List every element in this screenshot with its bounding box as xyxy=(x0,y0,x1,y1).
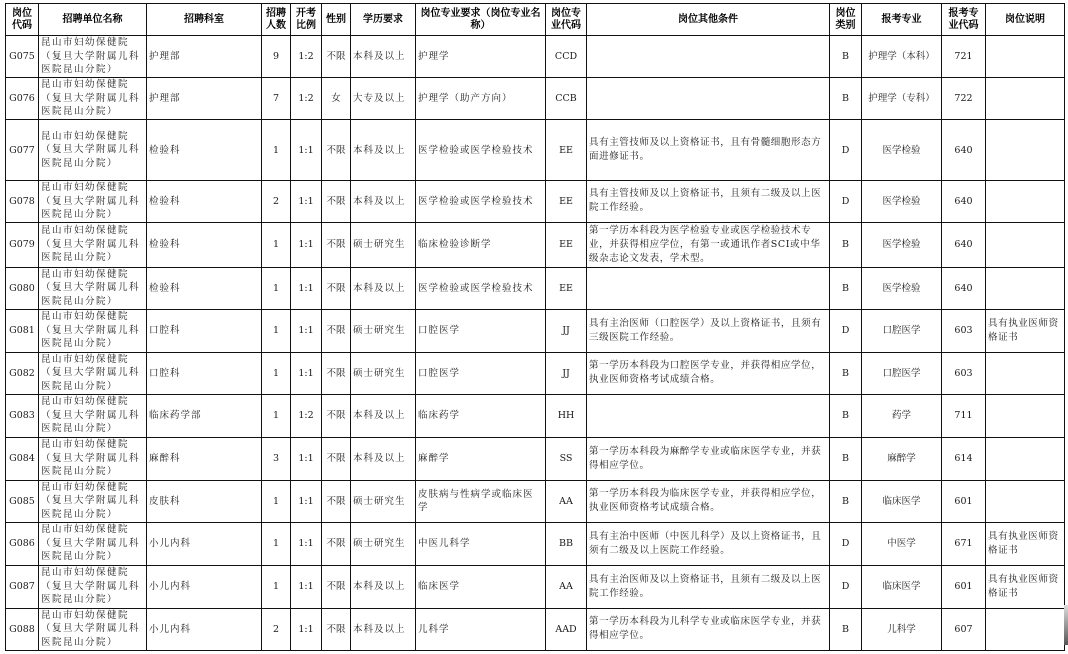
cell-major-code: EE xyxy=(546,267,587,309)
cell-gender: 不限 xyxy=(322,480,351,522)
cell-headcount: 1 xyxy=(262,480,291,522)
cell-exam-major-code: 601 xyxy=(942,480,986,522)
header-department: 招聘科室 xyxy=(147,4,262,36)
cell-post-code: G083 xyxy=(6,394,39,437)
table-row xyxy=(6,78,1065,120)
cell-department: 皮肤科 xyxy=(147,480,262,522)
cell-exam-ratio: 1:1 xyxy=(291,522,322,565)
cell-post-category: B xyxy=(830,608,862,650)
header-exam-major: 报考专业 xyxy=(862,4,942,36)
cell-department: 检验科 xyxy=(147,181,262,223)
cell-post-note xyxy=(986,36,1065,78)
cell-education: 本科及以上 xyxy=(351,120,416,181)
table-row xyxy=(6,480,1065,522)
header-post-note: 岗位说明 xyxy=(986,4,1065,36)
cell-post-code: G081 xyxy=(6,309,39,352)
cell-exam-major: 护理学（本科） xyxy=(862,36,942,78)
cell-post-code: G082 xyxy=(6,352,39,394)
cell-post-category: B xyxy=(830,222,862,267)
cell-exam-ratio: 1:1 xyxy=(291,181,322,223)
table-row xyxy=(6,120,1065,181)
table-row xyxy=(6,181,1065,223)
cell-exam-ratio: 1:1 xyxy=(291,480,322,522)
cell-headcount: 1 xyxy=(262,565,291,608)
table-row xyxy=(6,267,1065,309)
cell-exam-major-code: 614 xyxy=(942,437,986,480)
cell-major-requirement: 麻醉学 xyxy=(416,437,546,480)
cell-unit-name: 昆山市妇幼保健院（复旦大学附属儿科医院昆山分院） xyxy=(39,309,147,352)
cell-post-note: 具有执业医师资格证书 xyxy=(986,522,1065,565)
cell-exam-major: 护理学（专科） xyxy=(862,78,942,120)
cell-education: 本科及以上 xyxy=(351,437,416,480)
cell-unit-name: 昆山市妇幼保健院（复旦大学附属儿科医院昆山分院） xyxy=(39,181,147,223)
cell-gender: 不限 xyxy=(322,222,351,267)
table-row xyxy=(6,222,1065,267)
cell-other-conditions xyxy=(587,394,830,437)
cell-department: 护理部 xyxy=(147,78,262,120)
cell-gender: 不限 xyxy=(322,608,351,650)
cell-post-category: B xyxy=(830,437,862,480)
cell-gender: 不限 xyxy=(322,267,351,309)
cell-exam-major: 儿科学 xyxy=(862,608,942,650)
cell-post-category: B xyxy=(830,394,862,437)
cell-major-requirement: 皮肤病与性病学或临床医学 xyxy=(416,480,546,522)
cell-post-code: G088 xyxy=(6,608,39,650)
cell-exam-major: 医学检验 xyxy=(862,222,942,267)
cell-exam-ratio: 1:1 xyxy=(291,565,322,608)
cell-education: 本科及以上 xyxy=(351,267,416,309)
cell-education: 本科及以上 xyxy=(351,394,416,437)
cell-major-code: HH xyxy=(546,394,587,437)
cell-exam-major: 医学检验 xyxy=(862,120,942,181)
cell-exam-ratio: 1:1 xyxy=(291,267,322,309)
cell-exam-major: 口腔医学 xyxy=(862,309,942,352)
table-row xyxy=(6,352,1065,394)
cell-department: 检验科 xyxy=(147,267,262,309)
cell-major-requirement: 临床药学 xyxy=(416,394,546,437)
cell-major-requirement: 口腔医学 xyxy=(416,309,546,352)
cell-post-note xyxy=(986,267,1065,309)
cell-unit-name: 昆山市妇幼保健院（复旦大学附属儿科医院昆山分院） xyxy=(39,522,147,565)
cell-major-code: AA xyxy=(546,565,587,608)
header-other-conditions: 岗位其他条件 xyxy=(587,4,830,36)
cell-headcount: 7 xyxy=(262,78,291,120)
cell-headcount: 2 xyxy=(262,181,291,223)
table-row xyxy=(6,608,1065,650)
cell-major-code: AAD xyxy=(546,608,587,650)
cell-other-conditions: 第一学历本科段为口腔医学专业，并获得相应学位，执业医师资格考试成绩合格。 xyxy=(587,352,830,394)
cell-exam-major-code: 640 xyxy=(942,181,986,223)
cell-major-code: AA xyxy=(546,480,587,522)
cell-education: 大专及以上 xyxy=(351,78,416,120)
cell-unit-name: 昆山市妇幼保健院（复旦大学附属儿科医院昆山分院） xyxy=(39,267,147,309)
cell-exam-ratio: 1:1 xyxy=(291,352,322,394)
cell-major-code: EE xyxy=(546,181,587,223)
cell-other-conditions: 具有主治医师及以上资格证书，且须有二级及以上医院工作经验。 xyxy=(587,565,830,608)
cell-exam-ratio: 1:2 xyxy=(291,36,322,78)
cell-unit-name: 昆山市妇幼保健院（复旦大学附属儿科医院昆山分院） xyxy=(39,120,147,181)
cell-department: 口腔科 xyxy=(147,352,262,394)
header-headcount: 招聘人数 xyxy=(262,4,291,36)
cell-exam-major: 临床医学 xyxy=(862,565,942,608)
cell-post-note: 具有执业医师资格证书 xyxy=(986,565,1065,608)
cell-exam-major-code: 603 xyxy=(942,309,986,352)
cell-major-requirement: 医学检验或医学检验技术 xyxy=(416,120,546,181)
cell-exam-major-code: 607 xyxy=(942,608,986,650)
cell-education: 硕士研究生 xyxy=(351,309,416,352)
cell-exam-major: 麻醉学 xyxy=(862,437,942,480)
cell-department: 小儿内科 xyxy=(147,522,262,565)
cell-post-note xyxy=(986,78,1065,120)
header-education: 学历要求 xyxy=(351,4,416,36)
cell-major-code: CCD xyxy=(546,36,587,78)
cell-exam-major: 临床医学 xyxy=(862,480,942,522)
cell-education: 硕士研究生 xyxy=(351,522,416,565)
cell-headcount: 1 xyxy=(262,309,291,352)
cell-unit-name: 昆山市妇幼保健院（复旦大学附属儿科医院昆山分院） xyxy=(39,36,147,78)
table-row xyxy=(6,522,1065,565)
cell-education: 本科及以上 xyxy=(351,608,416,650)
cell-department: 检验科 xyxy=(147,120,262,181)
cell-exam-major: 药学 xyxy=(862,394,942,437)
cell-post-code: G077 xyxy=(6,120,39,181)
cell-unit-name: 昆山市妇幼保健院（复旦大学附属儿科医院昆山分院） xyxy=(39,352,147,394)
header-major-code: 岗位专业代码 xyxy=(546,4,587,36)
cell-post-code: G084 xyxy=(6,437,39,480)
table-row xyxy=(6,437,1065,480)
cell-exam-major-code: 601 xyxy=(942,565,986,608)
cell-unit-name: 昆山市妇幼保健院（复旦大学附属儿科医院昆山分院） xyxy=(39,394,147,437)
cell-gender: 不限 xyxy=(322,352,351,394)
cell-gender: 女 xyxy=(322,78,351,120)
cell-gender: 不限 xyxy=(322,309,351,352)
cell-headcount: 1 xyxy=(262,394,291,437)
cell-exam-major-code: 711 xyxy=(942,394,986,437)
cell-headcount: 1 xyxy=(262,222,291,267)
header-exam-ratio: 开考比例 xyxy=(291,4,322,36)
cell-headcount: 2 xyxy=(262,608,291,650)
cell-department: 小儿内科 xyxy=(147,608,262,650)
cell-exam-major: 医学检验 xyxy=(862,267,942,309)
cell-major-requirement: 临床医学 xyxy=(416,565,546,608)
cell-exam-ratio: 1:1 xyxy=(291,608,322,650)
cell-major-requirement: 医学检验或医学检验技术 xyxy=(416,181,546,223)
cell-major-code: CCB xyxy=(546,78,587,120)
cell-post-code: G086 xyxy=(6,522,39,565)
cell-exam-ratio: 1:1 xyxy=(291,437,322,480)
cell-other-conditions xyxy=(587,36,830,78)
cell-unit-name: 昆山市妇幼保健院（复旦大学附属儿科医院昆山分院） xyxy=(39,565,147,608)
cell-unit-name: 昆山市妇幼保健院（复旦大学附属儿科医院昆山分院） xyxy=(39,78,147,120)
cell-post-note xyxy=(986,608,1065,650)
cell-department: 麻醉科 xyxy=(147,437,262,480)
cell-exam-major-code: 640 xyxy=(942,267,986,309)
cell-post-category: D xyxy=(830,309,862,352)
cell-major-code: EE xyxy=(546,222,587,267)
cell-education: 硕士研究生 xyxy=(351,352,416,394)
cell-gender: 不限 xyxy=(322,36,351,78)
cell-post-note: 具有执业医师资格证书 xyxy=(986,309,1065,352)
cell-education: 本科及以上 xyxy=(351,565,416,608)
cell-gender: 不限 xyxy=(322,120,351,181)
cell-post-note xyxy=(986,480,1065,522)
header-major-requirement: 岗位专业要求（岗位专业名称） xyxy=(416,4,546,36)
table-row xyxy=(6,36,1065,78)
cell-gender: 不限 xyxy=(322,522,351,565)
cell-post-note xyxy=(986,437,1065,480)
cell-major-requirement: 护理学 xyxy=(416,36,546,78)
cell-post-note xyxy=(986,222,1065,267)
cell-major-requirement: 口腔医学 xyxy=(416,352,546,394)
cell-major-code: JJ xyxy=(546,352,587,394)
table-row xyxy=(6,565,1065,608)
cell-exam-ratio: 1:1 xyxy=(291,222,322,267)
cell-headcount: 1 xyxy=(262,352,291,394)
cell-education: 本科及以上 xyxy=(351,181,416,223)
cell-headcount: 9 xyxy=(262,36,291,78)
cell-unit-name: 昆山市妇幼保健院（复旦大学附属儿科医院昆山分院） xyxy=(39,222,147,267)
cell-post-code: G079 xyxy=(6,222,39,267)
cell-post-category: D xyxy=(830,565,862,608)
cell-post-category: D xyxy=(830,181,862,223)
cell-headcount: 3 xyxy=(262,437,291,480)
cell-other-conditions: 第一学历本科段为医学检验专业或医学检验技术专业，并获得相应学位，有第一或通讯作者SCI或中华级杂志论文发表，学术型。 xyxy=(587,222,830,267)
header-unit-name: 招聘单位名称 xyxy=(39,4,147,36)
cell-education: 硕士研究生 xyxy=(351,222,416,267)
cell-post-category: B xyxy=(830,480,862,522)
cell-exam-major: 中医学 xyxy=(862,522,942,565)
cell-other-conditions: 具有主管技师及以上资格证书，且有骨髓细胞形态方面进修证书。 xyxy=(587,120,830,181)
cell-major-requirement: 护理学（助产方向） xyxy=(416,78,546,120)
cell-exam-ratio: 1:1 xyxy=(291,309,322,352)
cell-major-requirement: 临床检验诊断学 xyxy=(416,222,546,267)
cell-other-conditions: 第一学历本科段为儿科学专业或临床医学专业，并获得相应学位。 xyxy=(587,608,830,650)
cell-gender: 不限 xyxy=(322,394,351,437)
cell-exam-major-code: 721 xyxy=(942,36,986,78)
table-row xyxy=(6,394,1065,437)
cell-exam-major-code: 603 xyxy=(942,352,986,394)
cell-department: 临床药学部 xyxy=(147,394,262,437)
cell-exam-major-code: 722 xyxy=(942,78,986,120)
cell-exam-major-code: 640 xyxy=(942,222,986,267)
cell-gender: 不限 xyxy=(322,181,351,223)
cell-department: 护理部 xyxy=(147,36,262,78)
header-post-code: 岗位代码 xyxy=(6,4,39,36)
cell-post-code: G076 xyxy=(6,78,39,120)
cell-other-conditions: 具有主治中医师（中医儿科学）及以上资格证书，且须有二级及以上医院工作经验。 xyxy=(587,522,830,565)
cell-headcount: 1 xyxy=(262,120,291,181)
cell-post-category: B xyxy=(830,267,862,309)
cell-other-conditions: 具有主管技师及以上资格证书，且须有二级及以上医院工作经验。 xyxy=(587,181,830,223)
cell-exam-ratio: 1:2 xyxy=(291,78,322,120)
cell-post-category: D xyxy=(830,120,862,181)
header-exam-major-code: 报考专业代码 xyxy=(942,4,986,36)
cell-post-note xyxy=(986,352,1065,394)
cell-gender: 不限 xyxy=(322,437,351,480)
cell-exam-ratio: 1:1 xyxy=(291,120,322,181)
cell-post-code: G075 xyxy=(6,36,39,78)
cell-major-requirement: 医学检验或医学检验技术 xyxy=(416,267,546,309)
cell-department: 检验科 xyxy=(147,222,262,267)
cell-exam-major: 医学检验 xyxy=(862,181,942,223)
cell-post-category: B xyxy=(830,352,862,394)
cell-unit-name: 昆山市妇幼保健院（复旦大学附属儿科医院昆山分院） xyxy=(39,608,147,650)
cell-major-code: JJ xyxy=(546,309,587,352)
cell-major-code: EE xyxy=(546,120,587,181)
cell-other-conditions xyxy=(587,267,830,309)
cell-other-conditions: 具有主治医师（口腔医学）及以上资格证书，且须有三级医院工作经验。 xyxy=(587,309,830,352)
cell-headcount: 1 xyxy=(262,522,291,565)
cell-major-requirement: 中医儿科学 xyxy=(416,522,546,565)
cell-department: 小儿内科 xyxy=(147,565,262,608)
cell-post-note xyxy=(986,394,1065,437)
cell-exam-ratio: 1:2 xyxy=(291,394,322,437)
cell-other-conditions xyxy=(587,78,830,120)
cell-gender: 不限 xyxy=(322,565,351,608)
header-post-category: 岗位类别 xyxy=(830,4,862,36)
scrollbar-thumb[interactable] xyxy=(1064,605,1068,645)
cell-unit-name: 昆山市妇幼保健院（复旦大学附属儿科医院昆山分院） xyxy=(39,437,147,480)
cell-unit-name: 昆山市妇幼保健院（复旦大学附属儿科医院昆山分院） xyxy=(39,480,147,522)
cell-exam-major: 口腔医学 xyxy=(862,352,942,394)
cell-headcount: 1 xyxy=(262,267,291,309)
cell-major-code: BB xyxy=(546,522,587,565)
cell-post-code: G087 xyxy=(6,565,39,608)
header-gender: 性别 xyxy=(322,4,351,36)
header-row xyxy=(6,4,1065,36)
cell-education: 本科及以上 xyxy=(351,36,416,78)
cell-post-code: G085 xyxy=(6,480,39,522)
cell-post-note xyxy=(986,120,1065,181)
cell-post-code: G078 xyxy=(6,181,39,223)
cell-post-category: B xyxy=(830,36,862,78)
cell-other-conditions: 第一学历本科段为临床医学专业，并获得相应学位，执业医师资格考试成绩合格。 xyxy=(587,480,830,522)
cell-post-category: B xyxy=(830,78,862,120)
cell-post-category: D xyxy=(830,522,862,565)
cell-department: 口腔科 xyxy=(147,309,262,352)
cell-exam-major-code: 671 xyxy=(942,522,986,565)
table-row xyxy=(6,309,1065,352)
cell-exam-major-code: 640 xyxy=(942,120,986,181)
cell-major-code: SS xyxy=(546,437,587,480)
cell-post-code: G080 xyxy=(6,267,39,309)
cell-education: 硕士研究生 xyxy=(351,480,416,522)
recruitment-table xyxy=(5,3,1065,651)
cell-major-requirement: 儿科学 xyxy=(416,608,546,650)
cell-post-note xyxy=(986,181,1065,223)
cell-other-conditions: 第一学历本科段为麻醉学专业或临床医学专业，并获得相应学位。 xyxy=(587,437,830,480)
